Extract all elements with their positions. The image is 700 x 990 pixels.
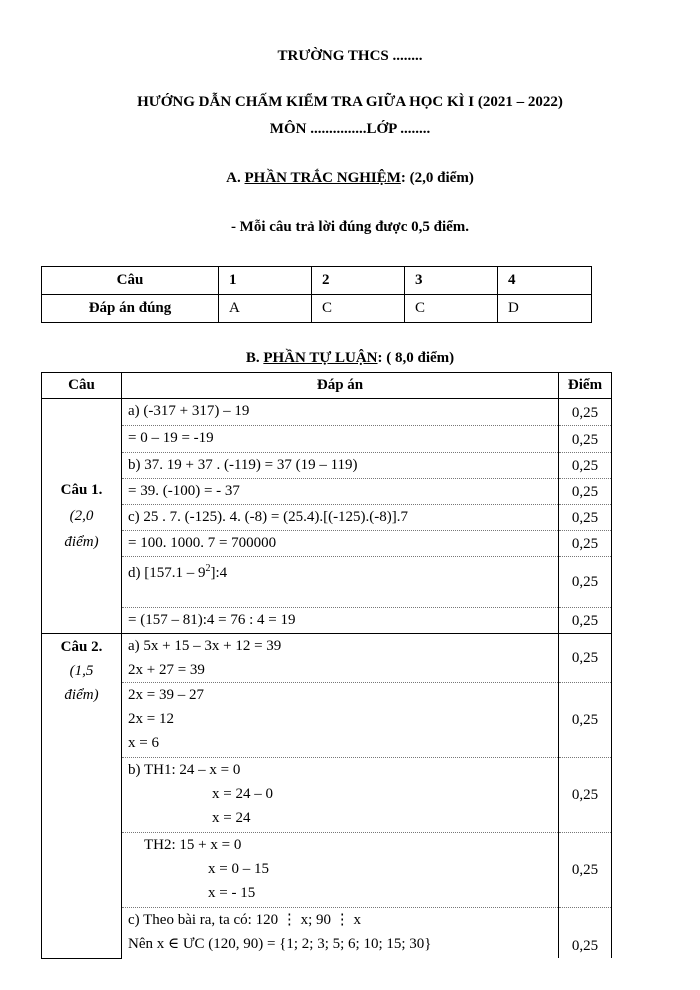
answer-line: b) TH1: 24 – x = 0 xyxy=(128,762,241,778)
question-2-cell xyxy=(42,634,122,959)
answer-line: x = 0 – 15 xyxy=(208,861,269,877)
score-cell: 0,25 xyxy=(559,531,612,557)
answer-value: C xyxy=(312,295,405,323)
answer-key-table xyxy=(41,266,592,323)
question-1-cell xyxy=(42,399,122,634)
answer-line: a) 5x + 15 – 3x + 12 = 39 xyxy=(128,638,282,654)
question-number: 1 xyxy=(219,267,312,295)
question-2-title: Câu 2. xyxy=(60,639,103,655)
header-score: Điểm xyxy=(559,373,612,399)
answer-line: ]:4 xyxy=(210,565,228,581)
table-row xyxy=(42,833,612,908)
table-row xyxy=(42,399,612,426)
score-cell: 0,25 xyxy=(559,453,612,479)
score-cell: 0,25 xyxy=(559,683,612,758)
table-row xyxy=(42,634,612,683)
answer-line: Nên x ∈ ƯC (120, 90) = {1; 2; 3; 5; 6; 10; 15; 30} xyxy=(128,936,432,952)
answer-cell xyxy=(122,479,559,505)
answer-line: = (157 – 81):4 = 76 : 4 = 19 xyxy=(128,612,296,628)
section-b-prefix: B. xyxy=(245,350,264,366)
answer-line: = 0 – 19 = -19 xyxy=(128,430,214,446)
score-cell: 0,25 xyxy=(559,758,612,833)
section-b-points: : ( 8,0 điểm) xyxy=(377,350,455,366)
table-row xyxy=(42,608,612,634)
school-name: TRƯỜNG THCS ........ xyxy=(277,48,423,64)
score-cell: 0,25 xyxy=(559,634,612,683)
question-1-points: (2,0 xyxy=(69,508,94,524)
section-a-title: PHẦN TRẮC NGHIỆM xyxy=(244,170,401,186)
answer-cell xyxy=(122,531,559,557)
question-number: 2 xyxy=(312,267,405,295)
section-b-title: PHẦN TỰ LUẬN xyxy=(263,350,378,366)
answer-cell xyxy=(122,453,559,479)
answer-line: d) [157.1 – 9 xyxy=(128,565,206,581)
answer-line: TH2: 15 + x = 0 xyxy=(144,837,242,853)
section-a-note: - Mỗi câu trả lời đúng được 0,5 điểm. xyxy=(230,219,470,235)
answer-line: 2x = 12 xyxy=(128,711,174,727)
score-cell: 0,25 xyxy=(559,479,612,505)
question-number: 3 xyxy=(405,267,498,295)
answer-label: Đáp án đúng xyxy=(42,295,219,323)
answer-line: x = 24 – 0 xyxy=(212,786,273,802)
table-row xyxy=(42,531,612,557)
answer-line: = 39. (-100) = - 37 xyxy=(128,483,240,499)
answer-value: A xyxy=(219,295,312,323)
answer-cell xyxy=(122,908,559,959)
table-row xyxy=(42,426,612,453)
document-title: HƯỚNG DẪN CHẤM KIỂM TRA GIỮA HỌC KÌ I (2021 – 2022) xyxy=(137,94,563,110)
answer-cell xyxy=(122,683,559,758)
question-1-title: Câu 1. xyxy=(60,482,103,498)
answer-cell xyxy=(122,608,559,634)
answer-cell xyxy=(122,634,559,683)
answer-line: = 100. 1000. 7 = 700000 xyxy=(128,535,277,551)
answer-cell xyxy=(122,399,559,426)
table-header-row xyxy=(42,373,612,399)
answer-cell xyxy=(122,505,559,531)
table-row xyxy=(42,683,612,758)
answer-line: x = - 15 xyxy=(208,885,256,901)
table-row xyxy=(42,908,612,959)
answer-cell xyxy=(122,557,559,608)
answer-row xyxy=(42,295,592,323)
table-row xyxy=(42,479,612,505)
answer-value: C xyxy=(405,295,498,323)
score-cell: 0,25 xyxy=(559,557,612,608)
question-row xyxy=(42,267,592,295)
answer-line: x = 24 xyxy=(212,810,251,826)
answer-cell xyxy=(122,758,559,833)
answer-line: c) Theo bài ra, ta có: 120 ⋮ x; 90 ⋮ x xyxy=(128,912,361,928)
question-2-points: (1,5 xyxy=(69,663,94,679)
score-cell: 0,25 xyxy=(559,908,612,959)
answer-line: a) (-317 + 317) – 19 xyxy=(128,403,250,419)
answer-line: c) 25 . 7. (-125). 4. (-8) = (25.4).[(-125).(-8)].7 xyxy=(128,509,409,525)
header-question: Câu xyxy=(42,373,122,399)
answer-line: x = 6 xyxy=(128,735,159,751)
table-row xyxy=(42,557,612,608)
section-a-prefix: A. xyxy=(226,170,245,186)
section-a-heading xyxy=(0,170,700,187)
table-row xyxy=(42,453,612,479)
section-b-heading xyxy=(0,350,700,367)
subject-class-line: MÔN ...............LỚP ........ xyxy=(269,121,431,137)
question-1-points-unit: điểm) xyxy=(64,534,99,550)
question-label: Câu xyxy=(42,267,219,295)
answer-line: 2x + 27 = 39 xyxy=(128,662,205,678)
answer-cell xyxy=(122,833,559,908)
score-cell: 0,25 xyxy=(559,505,612,531)
table-row xyxy=(42,758,612,833)
score-cell: 0,25 xyxy=(559,833,612,908)
score-cell: 0,25 xyxy=(559,399,612,426)
header-answer: Đáp án xyxy=(122,373,559,399)
score-cell: 0,25 xyxy=(559,608,612,634)
answer-line: 2x = 39 – 27 xyxy=(128,687,204,703)
table-row xyxy=(42,505,612,531)
answer-cell xyxy=(122,426,559,453)
question-2-points-unit: điểm) xyxy=(64,687,99,703)
score-cell: 0,25 xyxy=(559,426,612,453)
essay-grading-table xyxy=(41,372,612,959)
exponent: 2 xyxy=(205,563,211,574)
question-number: 4 xyxy=(498,267,592,295)
answer-line: b) 37. 19 + 37 . (-119) = 37 (19 – 119) xyxy=(128,457,358,473)
answer-value: D xyxy=(498,295,592,323)
section-a-points: : (2,0 điểm) xyxy=(400,170,474,186)
